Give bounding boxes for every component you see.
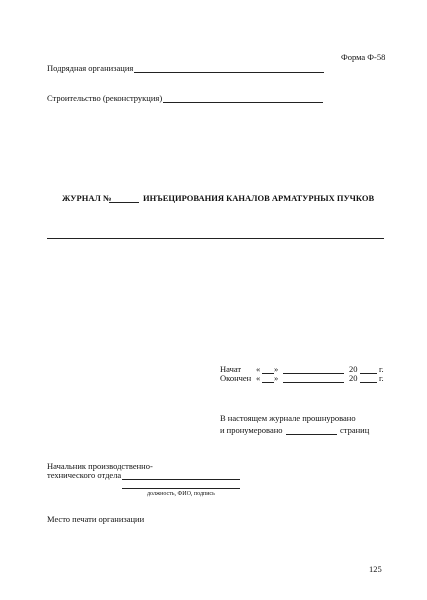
ended-day-field[interactable]: [262, 382, 274, 383]
form-label: Форма Ф-58: [341, 52, 386, 62]
construction-field[interactable]: [163, 102, 323, 103]
ended-open-quote: «: [256, 373, 261, 383]
started-day-field[interactable]: [262, 373, 274, 374]
started-month-field[interactable]: [283, 373, 344, 374]
pages-note-line2-prefix: и пронумеровано: [220, 425, 283, 435]
seal-label: Место печати организации: [47, 514, 145, 524]
pages-count-field[interactable]: [286, 434, 337, 435]
started-open-quote: «: [256, 364, 261, 374]
pages-note-line2-suffix: страниц: [340, 425, 370, 435]
ended-year-prefix: 20: [349, 373, 358, 383]
journal-number-field[interactable]: [109, 202, 139, 203]
signature-position-field[interactable]: [122, 479, 240, 480]
journal-title-prefix: ЖУРНАЛ №: [62, 193, 112, 203]
journal-subject-line[interactable]: [47, 238, 384, 239]
ended-label: Окончен: [220, 373, 252, 383]
page-number: 125: [369, 564, 382, 574]
contractor-field[interactable]: [134, 72, 324, 73]
started-year-suffix: г.: [379, 364, 384, 374]
pages-note-line1: В настоящем журнале прошнуровано: [220, 413, 356, 423]
started-close-quote: »: [274, 364, 279, 374]
signature-line2: технического отдела: [47, 470, 122, 480]
ended-month-field[interactable]: [283, 382, 344, 383]
ended-year-field[interactable]: [360, 382, 377, 383]
started-label: Начат: [220, 364, 242, 374]
signature-line1: Начальник производственно-: [47, 461, 153, 471]
construction-label: Строительство (реконструкция): [47, 93, 163, 103]
journal-title: ИНЪЕЦИРОВАНИЯ КАНАЛОВ АРМАТУРНЫХ ПУЧКОВ: [143, 193, 375, 203]
started-year-prefix: 20: [349, 364, 358, 374]
started-year-field[interactable]: [360, 373, 377, 374]
ended-close-quote: »: [274, 373, 279, 383]
contractor-label: Подрядная организация: [47, 63, 134, 73]
ended-year-suffix: г.: [379, 373, 384, 383]
signature-caption: должность, ФИО, подпись: [147, 491, 215, 497]
